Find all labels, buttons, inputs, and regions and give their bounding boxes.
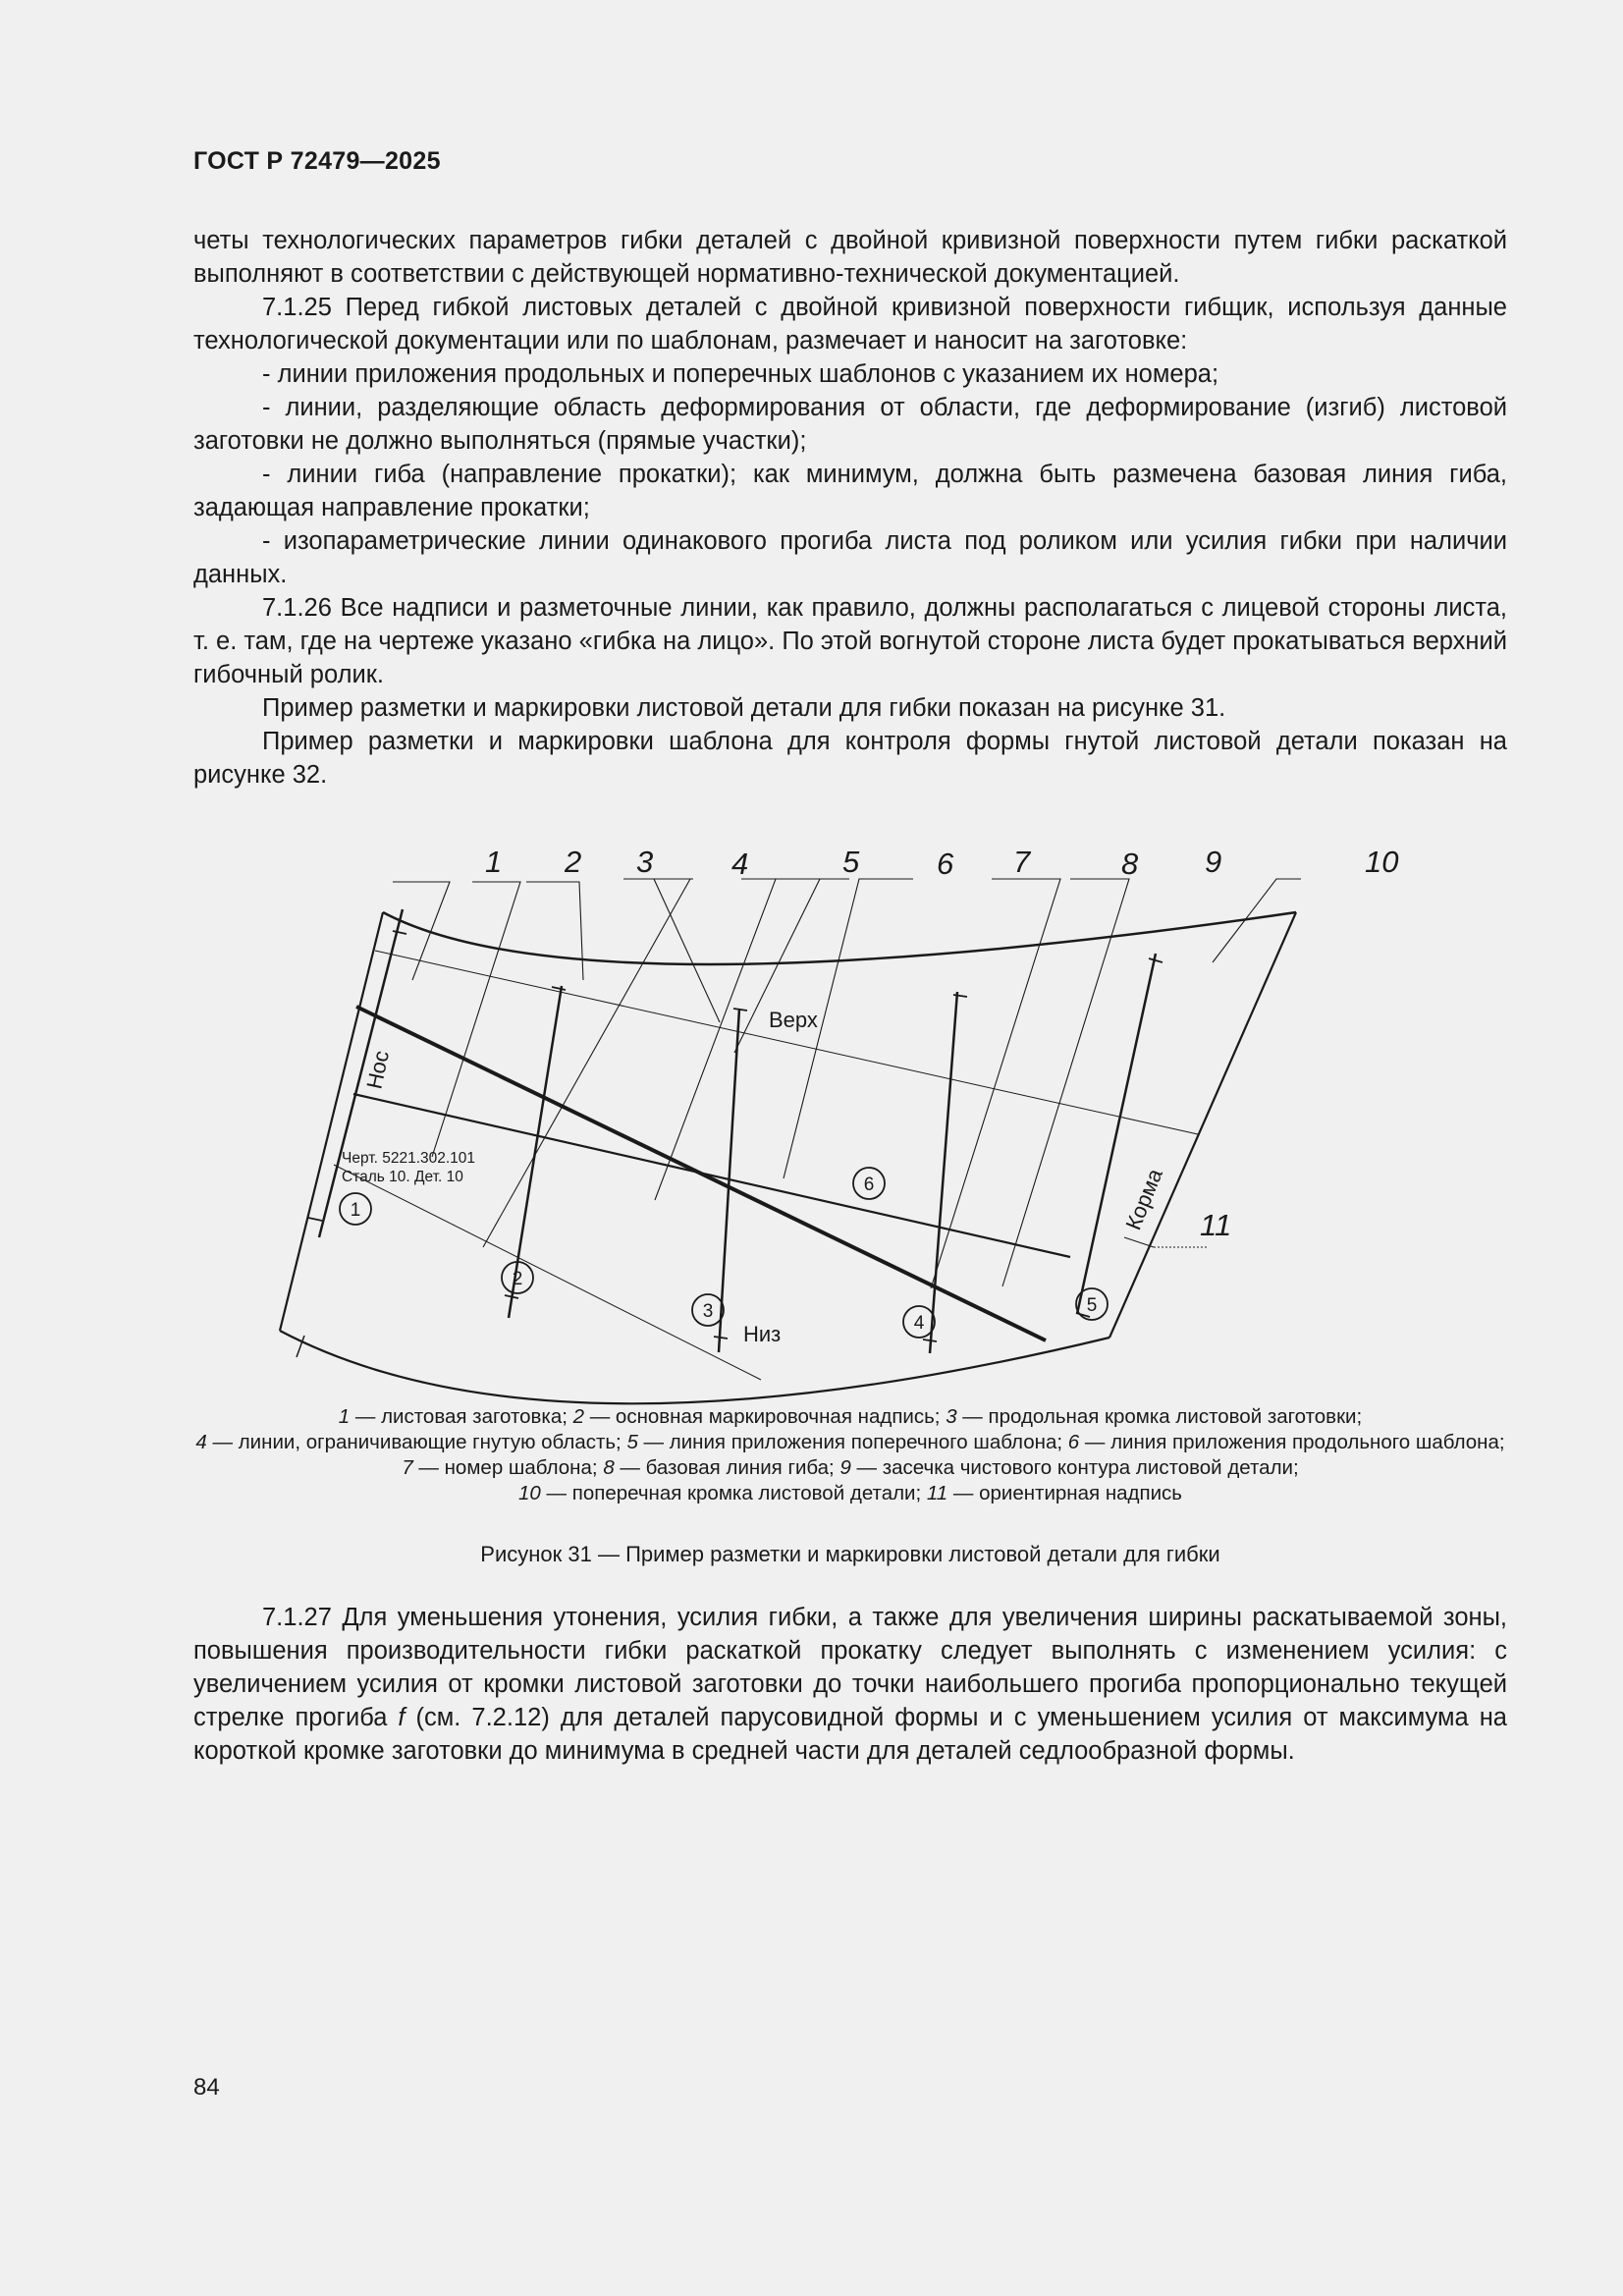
- document-code: ГОСТ Р 72479—2025: [193, 147, 441, 175]
- callout-10: 10: [1365, 845, 1399, 879]
- paragraph: Пример разметки и маркировки шаблона для контроля формы гнутой листовой детали показан на рисунке 32.: [193, 728, 1507, 789]
- page-number: 84: [193, 2074, 220, 2101]
- list-item: - линии гиба (направление прокатки); как минимум, должна быть размечена базовая линия гиба, задающая направление прокатки;: [193, 461, 1507, 521]
- legend-num: 5: [626, 1431, 638, 1453]
- paragraph: Пример разметки и маркировки листовой детали для гибки показан на рисунке 31.: [262, 694, 1226, 722]
- legend-num: 1: [338, 1405, 351, 1428]
- label-stern: Корма: [1120, 1165, 1167, 1233]
- paragraph: 7.1.26 Все надписи и разметочные линии, как правило, должны располагаться с лицевой стороны листа, т. е. там, где на чертеже указано «гибка на лицо». По этой вогнутой стороне листа будет прокатываться верхний гибочный ролик.: [193, 594, 1507, 688]
- circle-number: 4: [913, 1313, 925, 1334]
- circle-number: 6: [863, 1175, 875, 1195]
- figure-31: [285, 835, 1399, 1390]
- list-item: - линии, разделяющие область деформирования от области, где деформирование (изгиб) листовой заготовки не должно выполняться (прямые участки);: [193, 394, 1507, 455]
- callout-1: 1: [485, 845, 503, 879]
- figure-caption: Рисунок 31 — Пример разметки и маркировки листовой детали для гибки: [480, 1542, 1220, 1566]
- paragraph-text: 7.1.27 Для уменьшения утонения, усилия гибки, а также для увеличения ширины раскатываемой зоны, повышения производительности гибки раскаткой прокатку следует выполнять с изменением усилия: с увеличением усилия от кромки листовой заготовки до точки наибольшего прогиба пропорционально текущей стрелке прогиба: [193, 1604, 1507, 1731]
- circle-number: 3: [702, 1301, 714, 1322]
- edge-line-lower: [334, 1165, 761, 1380]
- legend-text: — поперечная кромка листовой детали;: [540, 1482, 927, 1504]
- paragraph: 7.1.25 Перед гибкой листовых деталей с двойной кривизной поверхности гибщик, используя данные технологической документации или по шаблонам, размечает и наносит на заготовке:: [193, 294, 1507, 355]
- circle-number: 2: [512, 1269, 523, 1289]
- callout-7: 7: [1013, 845, 1031, 879]
- paragraph: [193, 1601, 1507, 1768]
- right-edge: [1109, 912, 1296, 1338]
- callout-3: 3: [636, 845, 654, 879]
- callout-8: 8: [1121, 847, 1139, 881]
- legend-text: — номер шаблона;: [412, 1456, 604, 1479]
- label-bow: Нос: [361, 1048, 395, 1092]
- circle-number: 5: [1086, 1295, 1098, 1316]
- legend-text: — основная маркировочная надпись;: [584, 1405, 947, 1428]
- callout-11: 11: [1200, 1208, 1232, 1242]
- callout-2: 2: [565, 845, 582, 879]
- legend-num: 10: [518, 1482, 541, 1504]
- circle-number: 1: [350, 1200, 361, 1221]
- figure-legend: [193, 1404, 1507, 1506]
- list-item: - изопараметрические линии одинакового прогиба листа под роликом или усилия гибки при наличии данных.: [193, 527, 1507, 588]
- symbol-f: f: [398, 1704, 406, 1731]
- legend-text: — засечка чистового контура листовой детали;: [850, 1456, 1299, 1479]
- list-item: - линии приложения продольных и поперечных шаблонов с указанием их номера;: [262, 360, 1219, 388]
- legend-num: 7: [402, 1456, 413, 1479]
- legend-text: — продольная кромка листовой заготовки;: [956, 1405, 1363, 1428]
- callout-6: 6: [937, 847, 954, 881]
- callout-4: 4: [731, 847, 749, 881]
- legend-text: — ориентирная надпись: [947, 1482, 1182, 1504]
- legend-num: 9: [839, 1456, 851, 1479]
- left-edge: [280, 912, 383, 1331]
- paragraph: четы технологических параметров гибки деталей с двойной кривизной поверхности путем гибки раскаткой выполняют в соответствии с действующей нормативно-технической документацией.: [193, 227, 1507, 288]
- legend-text: — листовая заготовка;: [350, 1405, 573, 1428]
- legend-text: — базовая линия гиба;: [614, 1456, 840, 1479]
- legend-num: 6: [1067, 1431, 1080, 1453]
- legend-text: — линии, ограничивающие гнутую область;: [206, 1431, 627, 1453]
- legend-num: 11: [926, 1482, 948, 1504]
- legend-num: 8: [603, 1456, 615, 1479]
- bottom-edge: [280, 1331, 1109, 1403]
- stamp-line-2: Сталь 10. Дет. 10: [342, 1169, 463, 1185]
- paragraph-text: (см. 7.2.12) для деталей парусовидной формы и с уменьшением усилия от максимума на короткой кромке заготовки до минимума в средней части для деталей седлообразной формы.: [193, 1704, 1507, 1765]
- legend-num: 2: [572, 1405, 585, 1428]
- stamp-line-1: Черт. 5221.302.101: [342, 1150, 476, 1167]
- sheet-marking-drawing: [285, 835, 1399, 1385]
- legend-text: — линия приложения продольного шаблона;: [1079, 1431, 1505, 1453]
- text-block-bottom: [193, 1601, 1507, 1768]
- callout-9: 9: [1205, 845, 1222, 879]
- text-block-top: [193, 224, 1507, 792]
- legend-text: — линия приложения поперечного шаблона;: [637, 1431, 1068, 1453]
- legend-num: 4: [195, 1431, 207, 1453]
- callout-5: 5: [842, 845, 860, 879]
- label-top: Верх: [769, 1008, 818, 1032]
- legend-num: 3: [946, 1405, 957, 1428]
- label-bottom: Низ: [743, 1322, 782, 1346]
